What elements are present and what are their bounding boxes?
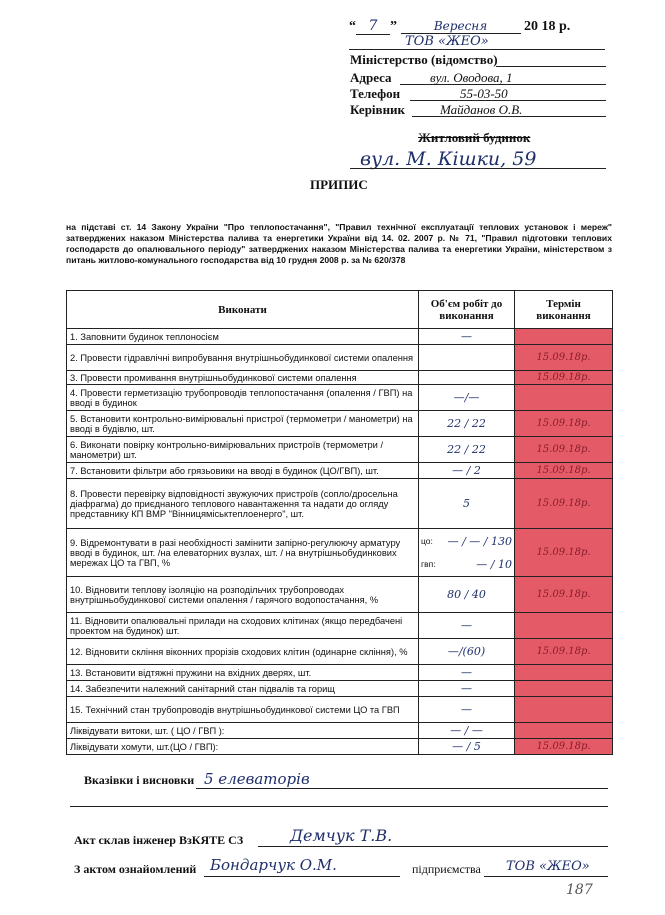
- head-value: Майданов О.В.: [440, 102, 523, 117]
- task-cell: 12. Відновити скління віконних прорізів сходових клітин (одинарне скління), %: [67, 639, 419, 665]
- building-label: Житловий будинок: [418, 130, 531, 145]
- ministry-label: Міністерство (відомство): [350, 52, 498, 67]
- volume-cell: —/(60): [419, 639, 515, 665]
- table-row: [67, 697, 613, 723]
- act-signature: Демчук Т.В.: [290, 826, 393, 845]
- task-cell: 14. Забезпечити належний санітарний стан підвалів та горищ: [67, 681, 419, 697]
- term-cell: [515, 723, 613, 739]
- enterprise-value: ТОВ «ЖЕО»: [506, 859, 590, 874]
- task-cell: 7. Встановити фільтри або грязьовики на вводі в будинок (ЦО/ГВП), шт.: [67, 463, 419, 479]
- volume-cell: 5: [419, 479, 515, 529]
- ack-signature: Бондарчук О.М.: [210, 856, 337, 874]
- table-row: [67, 479, 613, 529]
- page-number: 187: [566, 882, 593, 898]
- volume-co: [421, 535, 512, 548]
- address-label: Адреса: [350, 70, 392, 85]
- document-title: ПРИПИС: [310, 177, 368, 192]
- table-row: [67, 665, 613, 681]
- table-row: [67, 463, 613, 479]
- term-cell: 15.09.18р.: [515, 437, 613, 463]
- term-cell: 15.09.18р.: [515, 463, 613, 479]
- date-year: 20 18 р.: [524, 19, 571, 34]
- volume-gvp: [421, 558, 512, 571]
- volume-cell: 22 / 22: [419, 411, 515, 437]
- enterprise-label: підприємства: [412, 862, 481, 876]
- term-cell: [515, 681, 613, 697]
- header-term: Термін виконання: [515, 291, 613, 329]
- task-cell: 1. Заповнити будинок теплоносієм: [67, 329, 419, 345]
- table-row: [67, 739, 613, 755]
- header-volume: Об'єм робіт до виконання: [419, 291, 515, 329]
- task-cell: 4. Провести герметизацію трубопроводів теплопостачання (опалення / ГВП) на вводі в будинок: [67, 385, 419, 411]
- volume-co-label: цо:: [421, 536, 433, 546]
- task-cell: 5. Встановити контрольно-вимірювальні пристрої (термометри / манометри) на вводі в будівлю, шт.: [67, 411, 419, 437]
- phone-label: Телефон: [350, 86, 401, 101]
- notes-label: Вказівки і висновки: [84, 773, 195, 787]
- table-row: [67, 329, 613, 345]
- task-cell: Ліквідувати витоки, шт. ( ЦО / ГВП ):: [67, 723, 419, 739]
- basis-text: на підставі ст. 14 Закону України "Про теплопостачання", "Правил технічної експлуатації теплових установок і мереж" затверджених наказом Міністерства палива та енергетики України від 14. 02. 2007 р. № 71, "Правил підготовки теплових господарств до опалювального періоду" затверджених наказом Міністерства палива та енергетики України, міністерством з питань житлово-комунального господарства від 10 грудня 2008 р. за № 620/378: [66, 222, 612, 265]
- task-cell: 10. Відновити теплову ізоляцію на розподільчих трубопроводах внутрішньобудинкової системи опалення / гарячого водопостачання, %: [67, 577, 419, 613]
- task-cell: 9. Відремонтувати в разі необхідності замінити запірно-регулюючу арматуру вводі в будинок, шт. /на елеваторних вузлах, шт. / на внутрішньобудинкових мережах ЦО та ГВП, %: [67, 529, 419, 577]
- header-task: Виконати: [67, 291, 419, 329]
- term-cell: 15.09.18р.: [515, 739, 613, 755]
- org-name: ТОВ «ЖЕО»: [405, 34, 489, 49]
- volume-co-value: — / — / 130: [447, 534, 512, 548]
- volume-cell: —: [419, 697, 515, 723]
- date-day: 7: [356, 18, 390, 35]
- term-cell: [515, 665, 613, 681]
- term-cell: 15.09.18р.: [515, 577, 613, 613]
- volume-cell: — / 2: [419, 463, 515, 479]
- volume-cell: —: [419, 665, 515, 681]
- volume-cell: 22 / 22: [419, 437, 515, 463]
- notes-value: 5 елеваторів: [204, 770, 310, 788]
- term-cell: [515, 613, 613, 639]
- task-cell: 3. Провести промивання внутрішньобудинкової системи опалення: [67, 371, 419, 385]
- volume-cell: — / 5: [419, 739, 515, 755]
- table-row: [67, 345, 613, 371]
- term-cell: 15.09.18р.: [515, 345, 613, 371]
- volume-cell: —: [419, 681, 515, 697]
- table-row: [67, 437, 613, 463]
- term-cell: 15.09.18р.: [515, 371, 613, 385]
- volume-gvp-value: — / 10: [476, 557, 512, 571]
- date-line: “ 7 ” Вересня 20 18 р.: [349, 18, 571, 34]
- phone-value: 55-03-50: [460, 86, 508, 101]
- table-row: [67, 681, 613, 697]
- term-cell: 15.09.18р.: [515, 639, 613, 665]
- ack-label: З актом ознайомлений: [74, 862, 197, 876]
- volume-cell: [419, 345, 515, 371]
- term-cell: 15.09.18р.: [515, 529, 613, 577]
- head-label: Керівник: [350, 102, 406, 117]
- task-cell: 2. Провести гідравлічні випробування внутрішньобудинкової системи опалення: [67, 345, 419, 371]
- term-cell: [515, 697, 613, 723]
- address-value: вул. Оводова, 1: [430, 70, 513, 85]
- table-row: [67, 385, 613, 411]
- volume-cell: [419, 371, 515, 385]
- volume-cell: —: [419, 329, 515, 345]
- table-row: [67, 639, 613, 665]
- table-row: [67, 411, 613, 437]
- building-address: вул. М. Кішки, 59: [360, 148, 537, 170]
- tasks-table: [66, 290, 613, 755]
- volume-cell: —: [419, 613, 515, 639]
- term-cell: [515, 385, 613, 411]
- volume-cell-split: [419, 529, 515, 577]
- task-cell: 6. Виконати повірку контрольно-вимірювальних пристроїв (термометри / манометри) шт.: [67, 437, 419, 463]
- task-cell: 8. Провести перевірку відповідності звужуючих пристроїв (сопло/дросельна діафрагма) до приєднаного теплового навантаження та надати до огляду представнику КП ВМР "Вінницяміськтеплоенерго", шт.: [67, 479, 419, 529]
- task-cell: 15. Технічний стан трубопроводів внутрішньобудинкової системи ЦО та ГВП: [67, 697, 419, 723]
- table-row: [67, 577, 613, 613]
- table-row: [67, 529, 613, 577]
- table-row: [67, 371, 613, 385]
- volume-cell: — / —: [419, 723, 515, 739]
- volume-cell: —/—: [419, 385, 515, 411]
- term-cell: 15.09.18р.: [515, 479, 613, 529]
- act-label: Акт склав інженер ВзКЯТЕ СЗ: [74, 833, 244, 847]
- term-cell: [515, 329, 613, 345]
- volume-cell: 80 / 40: [419, 577, 515, 613]
- table-row: [67, 723, 613, 739]
- task-cell: Ліквідувати хомути, шт.(ЦО / ГВП):: [67, 739, 419, 755]
- volume-gvp-label: гвп:: [421, 559, 436, 569]
- task-cell: 13. Встановити відтяжні пружини на вхідних дверях, шт.: [67, 665, 419, 681]
- term-cell: 15.09.18р.: [515, 411, 613, 437]
- task-cell: 11. Відновити опалювальні прилади на сходових клітинах (якщо передбачені проектом на будинок) шт.: [67, 613, 419, 639]
- date-month: Вересня: [401, 19, 521, 34]
- table-row: [67, 613, 613, 639]
